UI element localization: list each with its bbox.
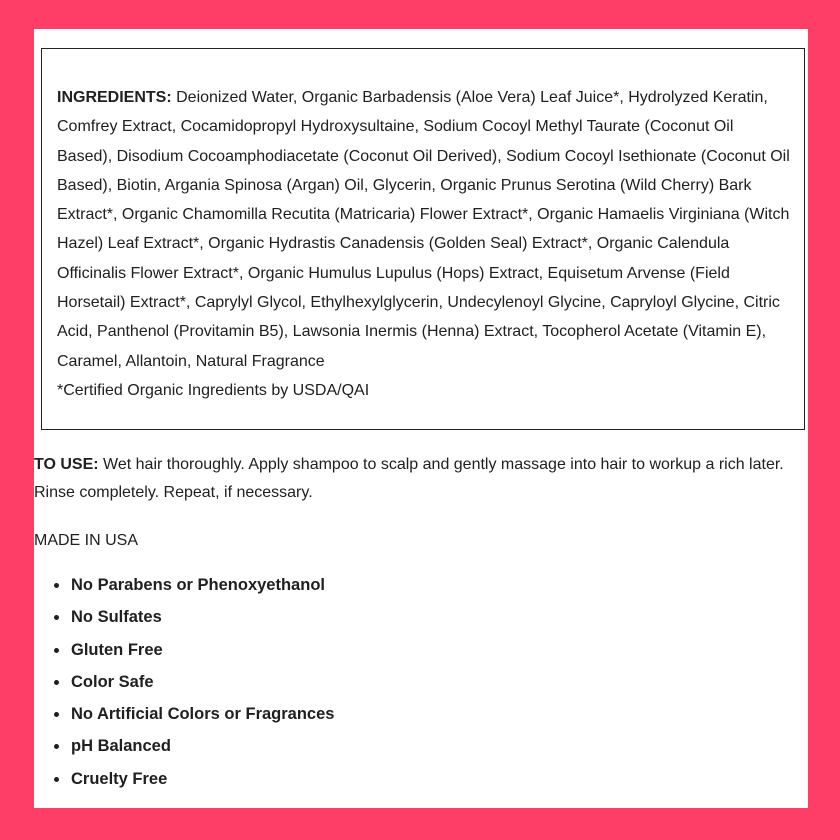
ingredients-list: Deionized Water, Organic Barbadensis (Aloe Vera) Leaf Juice*, Hydrolyzed Keratin, Comfrey Extract, Cocamidopropyl Hydroxysultaine, Sodium Cocoyl Methyl Taurate (Coconut Oil Based), Disodium Cocoamphodiacetate (Coconut Oil Derived), Sodium Cocoyl Isethionate (Coconut Oil Based), Biotin, Argania Spinosa (Argan) Oil, Glycerin, Organic Prunus Serotina (Wild Cherry) Bark Extract*, Organic Chamomilla Recutita (Matricaria) Flower Extract*, Organic Hamaelis Virginiana (Witch Hazel) Leaf Extract*, Organic Hydrastis Canadensis (Golden Seal) Extract*, Organic Calendula Officinalis Flower Extract*, Organic Humulus Lupulus (Hops) Extract, Equisetum Arvense (Field Horsetail) Extract*, Caprylyl Glycol, Ethylhexylglycerin, Undecylenoyl Glycine, Capryloyl Glycine, Citric Acid, Panthenol (Provitamin B5), Lawsonia Inermis (Henna) Extract, Tocopherol Acetate (Vitamin E), Caramel, Allantoin, Natural Fragrance <box>57 89 790 370</box>
certified-organic-note: *Certified Organic Ingredients by USDA/QAI <box>57 381 370 399</box>
feature-no-artificial-colors: • No Artificial Colors or Fragrances <box>70 699 334 731</box>
to-use-label: TO USE: <box>34 456 99 473</box>
to-use-instructions: Wet hair thoroughly. Apply shampoo to scalp and gently massage into hair to workup a rich later. Rinse completely. Repeat, if necessary. <box>34 456 784 501</box>
feature-no-parabens: • No Parabens or Phenoxyethanol <box>70 570 334 602</box>
feature-color-safe: • Color Safe <box>70 667 334 699</box>
ingredients-label: INGREDIENTS: <box>57 89 172 106</box>
ingredients-box <box>41 48 805 430</box>
feature-gluten-free: • Gluten Free <box>70 635 334 667</box>
feature-ph-balanced: • pH Balanced <box>70 731 334 763</box>
feature-cruelty-free: • Cruelty Free <box>70 764 334 796</box>
feature-no-sulfates: • No Sulfates <box>70 602 334 634</box>
made-in-usa: MADE IN USA <box>34 532 139 549</box>
to-use-paragraph <box>34 451 806 507</box>
product-info-panel <box>34 29 808 808</box>
feature-list <box>34 570 334 796</box>
ingredients-paragraph <box>57 83 792 376</box>
